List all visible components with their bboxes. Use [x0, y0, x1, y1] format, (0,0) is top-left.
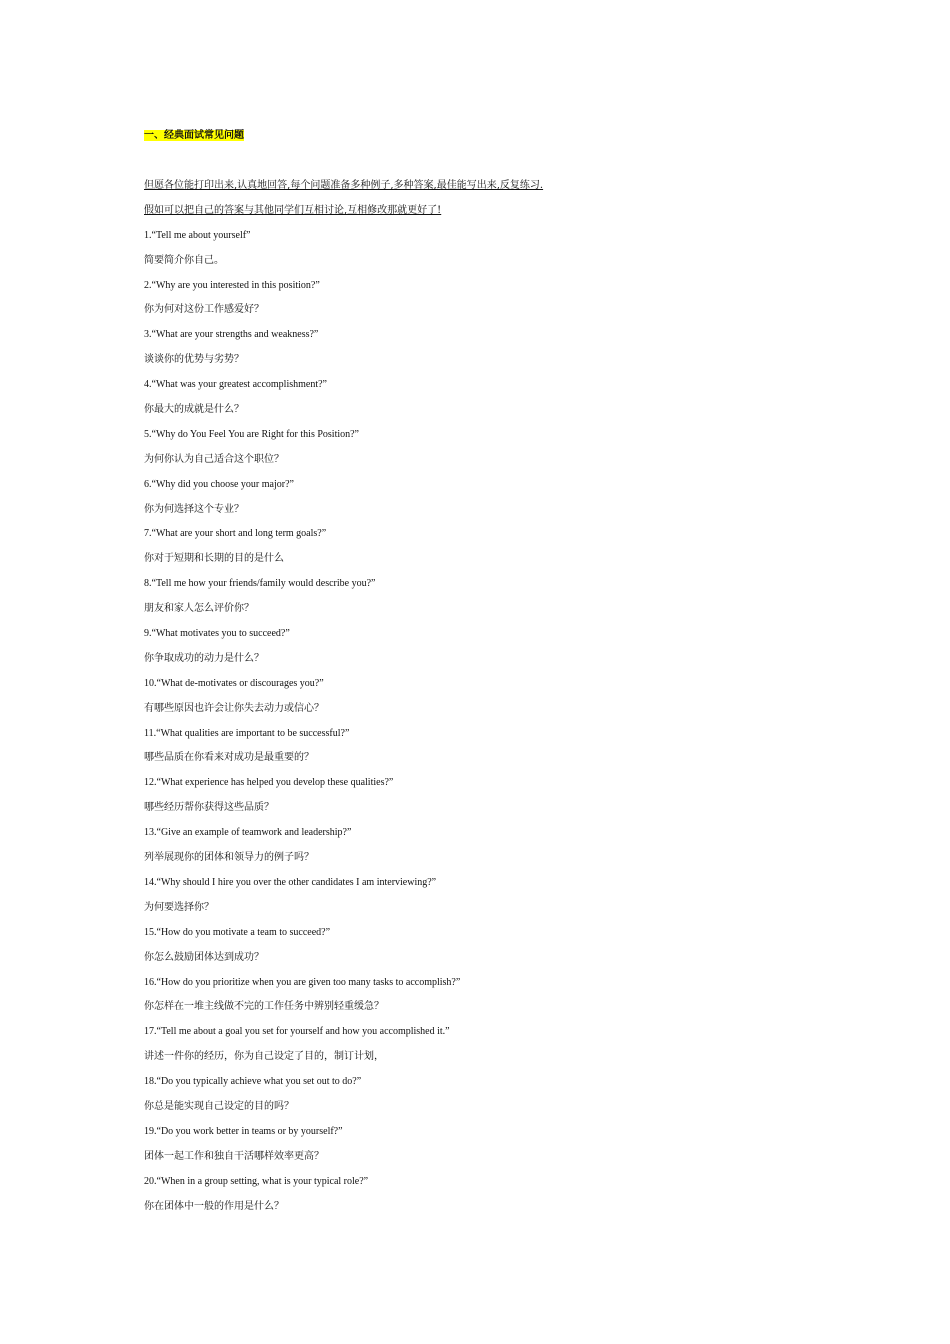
section-heading-text: 一、经典面试常见问题	[144, 130, 244, 141]
question-line: 16.“How do you prioritize when you are given too many tasks to accomplish?”	[144, 976, 461, 988]
question-line: 18.“Do you typically achieve what you set out to do?”	[144, 1076, 362, 1088]
answer-line: 你为何选择这个专业？	[144, 503, 244, 515]
answer-line: 为何你认为自己适合这个职位？	[144, 453, 284, 465]
answer-line: 讲述一件你的经历，你为自己设定了目的，制订计划，	[144, 1051, 384, 1063]
answer-line: 哪些经历帮你获得这些品质？	[144, 802, 274, 814]
question-line: 6.“Why did you choose your major?”	[144, 478, 294, 490]
intro-line: 假如可以把自己的答案与其他同学们互相讨论,互相修改那就更好了!	[144, 204, 442, 216]
question-line: 20.“When in a group setting, what is your typical role?”	[144, 1175, 369, 1187]
answer-line: 团体一起工作和独自干活哪样效率更高？	[144, 1150, 324, 1162]
question-line: 11.“What qualities are important to be successful?”	[144, 727, 350, 739]
question-line: 8.“Tell me how your friends/family would describe you?”	[144, 578, 376, 590]
answer-line: 你为何对这份工作感爱好？	[144, 304, 264, 316]
answer-line: 为何要选择你？	[144, 901, 214, 913]
question-line: 19.“Do you work better in teams or by yourself?”	[144, 1125, 343, 1137]
answer-line: 你怎样在一堆主线做不完的工作任务中辨别轻重缓急？	[144, 1001, 384, 1013]
question-line: 14.“Why should I hire you over the other candidates I am interviewing?”	[144, 876, 437, 888]
answer-line: 朋友和家人怎么评价你？	[144, 603, 254, 615]
answer-line: 你争取成功的动力是什么？	[144, 652, 264, 664]
answer-line: 你最大的成就是什么？	[144, 404, 244, 416]
question-line: 12.“What experience has helped you develop these qualities?”	[144, 777, 394, 789]
question-line: 9.“What motivates you to succeed?”	[144, 628, 290, 640]
intro-line: 但愿各位能打印出来,认真地回答,每个问题准备多种例子,多种答案,最佳能写出来,反复练习.	[144, 180, 544, 191]
question-line: 2.“Why are you interested in this position?”	[144, 279, 320, 291]
answer-line: 有哪些原因也许会让你失去动力或信心？	[144, 702, 324, 714]
question-line: 7.“What are your short and long term goals?”	[144, 528, 327, 540]
answer-line: 你怎么鼓励团体达到成功？	[144, 951, 264, 963]
question-line: 15.“How do you motivate a team to succeed?”	[144, 926, 331, 938]
qa-list	[144, 224, 844, 1220]
question-line: 3.“What are your strengths and weakness?”	[144, 329, 319, 341]
question-line: 10.“What de-motivates or discourages you?”	[144, 677, 324, 689]
question-line: 13.“Give an example of teamwork and leadership?”	[144, 827, 352, 839]
answer-line: 你对于短期和长期的目的是什么	[144, 553, 284, 565]
question-line: 4.“What was your greatest accomplishment?”	[144, 379, 327, 391]
question-line: 17.“Tell me about a goal you set for yourself and how you accomplished it.”	[144, 1026, 450, 1038]
question-line: 5.“Why do You Feel You are Right for this Position?”	[144, 428, 359, 440]
question-line: 1.“Tell me about yourself”	[144, 229, 251, 241]
document-body	[144, 126, 844, 1219]
answer-line: 列举展现你的团体和领导力的例子吗？	[144, 852, 314, 864]
answer-line: 你总是能实现自己设定的目的吗？	[144, 1100, 294, 1112]
section-heading	[144, 126, 844, 150]
answer-line: 你在团体中一般的作用是什么？	[144, 1200, 284, 1212]
answer-line: 谈谈你的优势与劣势？	[144, 354, 244, 366]
answer-line: 哪些品质在你看来对成功是最重要的？	[144, 752, 314, 764]
answer-line: 简要简介你自己。	[144, 254, 224, 266]
